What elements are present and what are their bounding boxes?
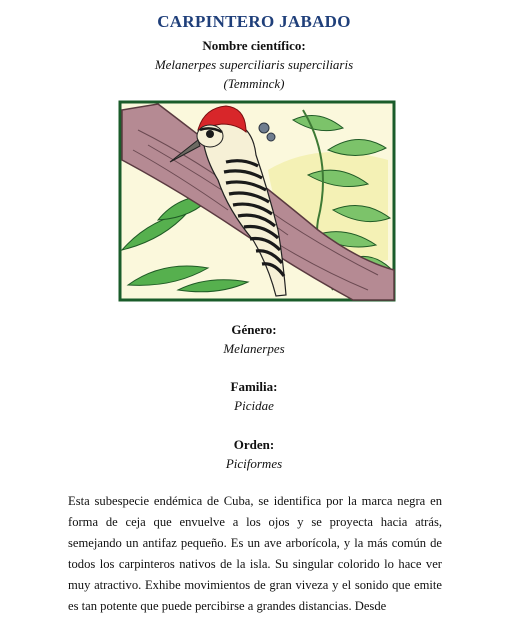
scientific-name-label: Nombre científico:	[202, 38, 306, 53]
genus-section	[0, 322, 508, 357]
scientific-author: (Temminck)	[223, 76, 285, 91]
order-section	[0, 437, 508, 472]
woodpecker-drawing	[118, 100, 396, 302]
genus-value: Melanerpes	[223, 341, 285, 356]
order-value: Piciformes	[225, 456, 283, 471]
description-paragraph: Esta subespecie endémica de Cuba, se identifica por la marca negra en forma de ceja que envuelve a los ojos y se proyecta hacia atrás, semejando un antifaz pequeño. Es un ave arborícola, y la más común de todos los carpinteros nativos de la isla. Su singular colorido lo hace ver muy atractivo. Exhibe movimientos de gran viveza y el sonido que emite es tan potente que puede percibirse a grandes distancias. Desde	[68, 494, 442, 613]
family-section	[0, 379, 508, 414]
page-title: CARPINTERO JABADO	[157, 12, 351, 31]
scientific-name: Melanerpes superciliaris superciliaris	[154, 57, 354, 72]
woodpecker-illustration	[118, 100, 396, 302]
family-label: Familia:	[230, 379, 278, 394]
genus-label: Género:	[231, 322, 277, 337]
order-label: Orden:	[233, 437, 275, 452]
family-value: Picidae	[234, 398, 274, 413]
